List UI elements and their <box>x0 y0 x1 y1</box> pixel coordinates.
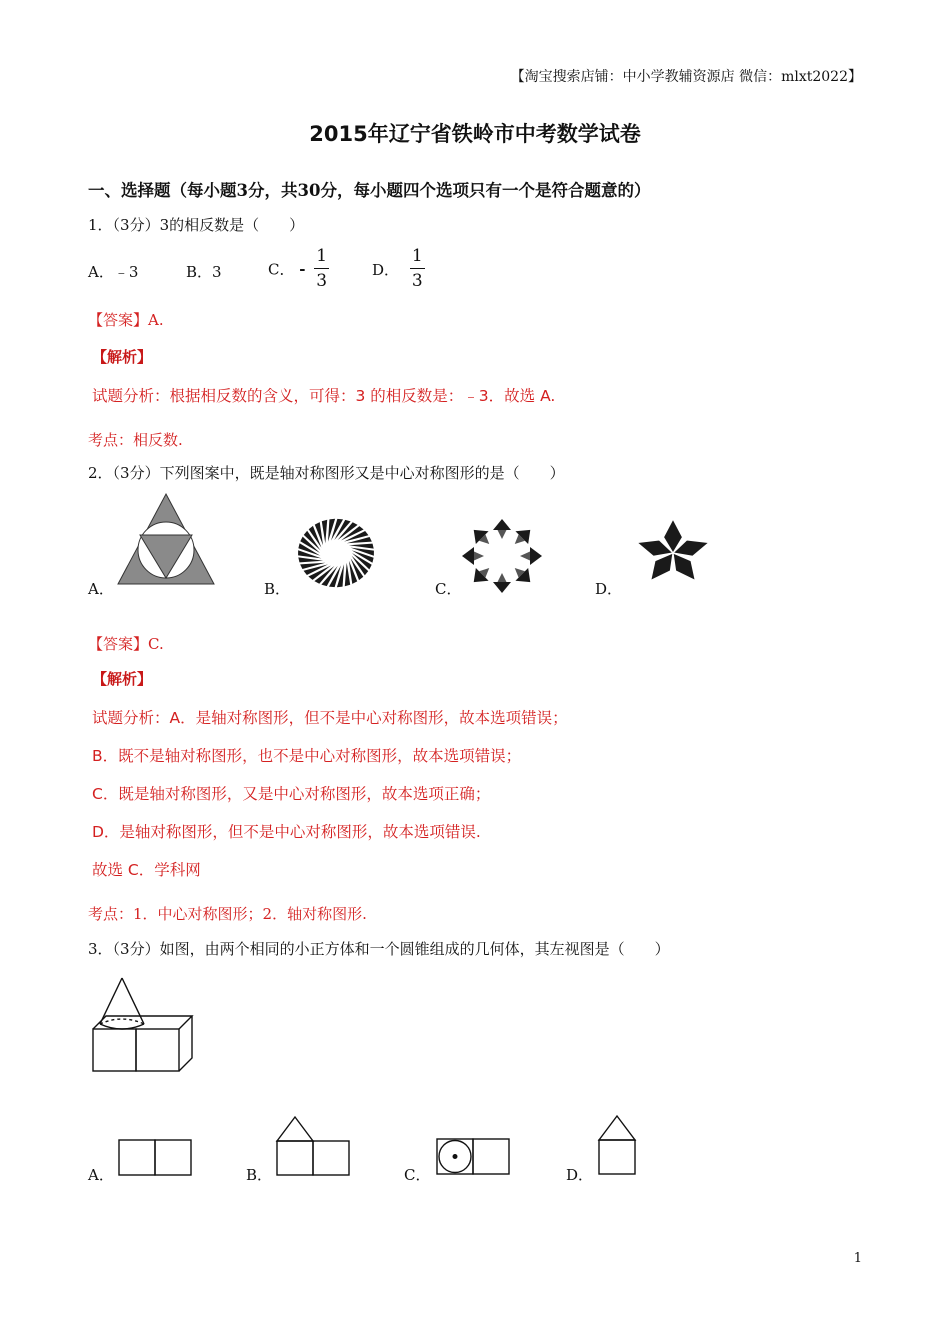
q1-option-d <box>372 248 425 290</box>
q2-figure-b <box>294 515 378 591</box>
question-1-stem: 1．（3分）3的相反数是（ ） <box>88 216 305 234</box>
q2-option-b: B． <box>264 580 291 598</box>
pattern-arrow <box>530 547 542 565</box>
pattern-blade <box>337 564 344 587</box>
q2-figure-d <box>632 515 714 587</box>
q3-figure-b <box>276 1115 352 1177</box>
header-note: 【淘宝搜索店铺：中小学教辅资源店 微信：mlxt2022】 <box>510 69 862 85</box>
pattern-blade <box>298 557 323 562</box>
q1-option-c-fraction <box>314 248 329 290</box>
question-3-stem: 3．（3分）如图，由两个相同的小正方体和一个圆锥组成的几何体，其左视图是（ ） <box>88 940 670 958</box>
pattern-arrow-stem <box>498 530 507 539</box>
q3-option-c: C． <box>404 1166 431 1184</box>
pattern-arrow-stem <box>498 573 507 582</box>
pattern-blade <box>349 544 374 549</box>
q3-figure-c <box>436 1138 512 1176</box>
q1-option-a: A．﹣3 <box>88 263 139 281</box>
q1-option-c <box>268 248 329 290</box>
page-number: 1 <box>853 1251 862 1266</box>
pattern-blade <box>300 563 325 569</box>
q1-answer: 【答案】A. <box>88 311 164 329</box>
pattern-arrow <box>493 519 511 530</box>
q1-option-c-numerator: 1 <box>314 248 329 269</box>
q1-analysis: 试题分析：根据相反数的含义，可得：3 的相反数是：﹣3．故选 A. <box>92 387 556 405</box>
question-2-stem: 2．（3分）下列图案中，既是轴对称图形又是中心对称图形的是（ ） <box>88 464 565 482</box>
q3-figure-a <box>118 1139 192 1177</box>
q1-option-d-denominator: 3 <box>411 271 423 291</box>
q2-answer: 【答案】C. <box>88 635 164 653</box>
pattern-blade <box>328 519 335 542</box>
pattern-arrow-stem <box>474 552 484 561</box>
document-title: 2015年辽宁省铁岭市中考数学试卷 <box>309 122 641 146</box>
pattern-blade <box>347 537 372 543</box>
q1-option-c-sign: - <box>299 260 306 278</box>
pattern-arrow <box>493 582 511 593</box>
q1-option-d-numerator: 1 <box>410 248 425 269</box>
q1-option-b: B．3 <box>186 263 222 281</box>
q2-analysis-line: C．既是轴对称图形，又是中心对称图形，故本选项正确； <box>92 785 491 803</box>
pattern-petal <box>673 553 695 581</box>
q1-option-d-fraction <box>410 248 425 290</box>
q2-analysis-line: 试题分析：A．是轴对称图形，但不是中心对称图形，故本选项错误； <box>92 709 568 727</box>
q2-figure-a <box>116 492 216 586</box>
q2-option-d: D． <box>595 580 623 598</box>
q2-analysis-line: B．既不是轴对称图形，也不是中心对称图形，故本选项错误； <box>92 747 522 765</box>
q1-option-d-label: D． <box>372 260 400 279</box>
q3-figure-d <box>598 1114 638 1178</box>
q1-topic: 考点：相反数. <box>88 431 183 449</box>
q2-analysis-line: D．是轴对称图形，但不是中心对称图形，故本选项错误. <box>92 823 481 841</box>
section-heading: 一、选择题（每小题3分，共30分，每小题四个选项只有一个是符合题意的） <box>88 181 651 200</box>
q2-topic: 考点：1．中心对称图形；2．轴对称图形. <box>88 905 367 923</box>
q2-option-c: C． <box>435 580 462 598</box>
pattern-blade <box>322 520 327 544</box>
q2-analysis-label: 【解析】 <box>92 670 153 688</box>
q3-option-a: A． <box>88 1166 114 1184</box>
pattern-petal <box>651 553 673 581</box>
pattern-arrow-stem <box>520 552 530 561</box>
q1-option-c-label: C． <box>268 260 295 279</box>
q2-option-a: A． <box>88 580 114 598</box>
q1-option-c-denominator: 3 <box>316 271 328 291</box>
q2-figure-c <box>460 518 544 594</box>
q3-option-b: B． <box>246 1166 273 1184</box>
q3-option-d: D． <box>566 1166 594 1184</box>
q1-analysis-label: 【解析】 <box>92 348 153 366</box>
pattern-blade <box>345 563 350 587</box>
pattern-arrow <box>462 547 474 565</box>
q3-solid-figure <box>92 976 194 1074</box>
q2-analysis-line: 故选 C．学科网 <box>92 861 201 879</box>
